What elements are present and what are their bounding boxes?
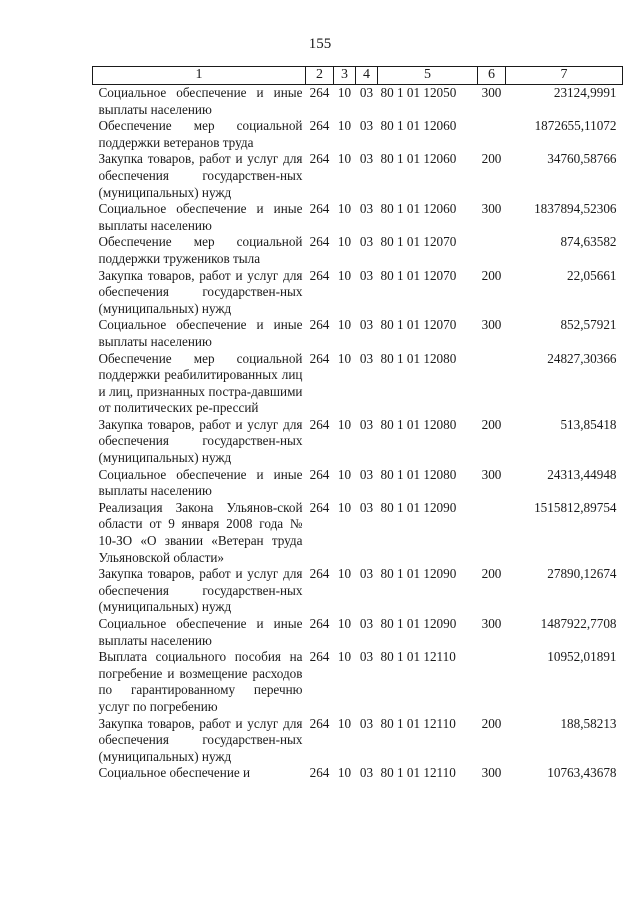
expense-type-cell: 300 [481,616,502,631]
row-name-cell: Реализация Закона Ульянов-ской области от 9 января 2008 года № 10-ЗО «О звании «Ветеран труда Ульяновской области» [98,499,303,565]
ministry-code-cell: 264 [309,566,330,582]
target-article-cell: 80 1 01 12110 [380,715,456,731]
row-name-cell: Закупка товаров, работ и услуг для обеспечения государствен-ных (муниципальных) нужд [98,151,303,200]
subsection-code-cell: 03 [359,267,374,283]
amount-cell: 10763,43678 [547,765,617,781]
target-article-cell: 80 1 01 12070 [380,267,457,283]
target-article-cell: 80 1 01 12060 [380,201,457,217]
row-name-cell: Закупка товаров, работ и услуг для обеспечения государствен-ных (муниципальных) нужд [98,267,303,316]
table-row [93,151,623,201]
row-name-cell: Обеспечение мер социальной поддержки ветеранов труда [98,118,303,150]
section-code-cell: 10 [337,350,352,366]
header-col-6: 6 [478,67,506,85]
expense-type-cell: 200 [481,151,502,167]
expense-type-cell [478,649,506,715]
section-code-cell: 10 [337,649,352,665]
expense-type-cell: 200 [481,715,502,731]
amount-cell: 1837894,52306 [534,201,617,217]
subsection-code-cell: 03 [359,649,374,665]
ministry-code-cell: 264 [309,234,330,250]
subsection-code-cell: 03 [359,499,374,515]
table-row [93,118,623,151]
section-code-cell: 10 [337,118,352,134]
section-code-cell: 10 [337,267,352,283]
target-article-cell: 80 1 01 12110 [380,765,456,781]
row-name-cell: Обеспечение мер социальной поддержки реабилитированных лиц и лиц, признанных постра-давшими от политических ре-прессий [98,350,303,416]
subsection-code-cell: 03 [359,151,374,167]
section-code-cell: 10 [337,466,352,482]
target-article-cell: 80 1 01 12080 [380,416,457,432]
target-article-cell: 80 1 01 12070 [380,317,457,333]
ministry-code-cell: 264 [309,499,330,515]
expense-type-cell: 300 [481,85,502,100]
table-row [93,467,623,500]
table-header-row [93,67,623,85]
expense-type-cell: 300 [481,317,502,333]
ministry-code-cell: 264 [309,317,330,333]
section-code-cell: 10 [337,317,352,333]
target-article-cell: 80 1 01 12090 [380,616,457,631]
subsection-code-cell: 03 [359,416,374,432]
table-row [93,616,623,649]
target-article-cell: 80 1 01 12080 [380,350,457,366]
ministry-code-cell: 264 [309,118,330,134]
subsection-code-cell: 03 [359,616,374,631]
table-row [93,765,623,782]
ministry-code-cell: 264 [309,765,330,781]
target-article-cell: 80 1 01 12090 [380,499,457,515]
section-code-cell: 10 [337,765,352,781]
subsection-code-cell: 03 [359,317,374,333]
row-name-cell: Социальное обеспечение и иные выплаты населению [98,201,303,233]
table-row [93,716,623,766]
target-article-cell: 80 1 01 12110 [380,649,456,665]
subsection-code-cell: 03 [359,765,374,781]
expense-type-cell: 200 [481,267,502,283]
table-row [93,85,623,119]
subsection-code-cell: 03 [359,85,374,100]
section-code-cell: 10 [337,566,352,582]
ministry-code-cell: 264 [309,267,330,283]
header-col-5: 5 [378,67,478,85]
section-code-cell: 10 [337,715,352,731]
header-col-2: 2 [306,67,334,85]
subsection-code-cell: 03 [359,715,374,731]
expense-type-cell: 300 [481,201,502,217]
table-row [93,234,623,267]
target-article-cell: 80 1 01 12070 [380,234,457,250]
table-row [93,500,623,566]
section-code-cell: 10 [337,416,352,432]
section-code-cell: 10 [337,234,352,250]
expense-type-cell: 300 [481,466,502,482]
page-number: 155 [308,36,332,52]
amount-cell: 27890,12674 [547,566,617,582]
section-code-cell: 10 [337,85,352,100]
table-row [93,268,623,318]
amount-cell: 1515812,89754 [534,499,617,515]
expense-type-cell: 200 [481,566,502,582]
table-row [93,201,623,234]
expense-type-cell [478,234,506,267]
expense-type-cell [478,500,506,566]
row-name-cell: Социальное обеспечение и иные выплаты населению [98,85,303,117]
subsection-code-cell: 03 [359,234,374,250]
table-row [93,317,623,350]
amount-cell: 24313,44948 [547,466,617,482]
amount-cell: 1487922,7708 [540,616,617,631]
amount-cell: 22,05661 [567,267,617,283]
expense-type-cell: 200 [481,416,502,432]
table-row [93,649,623,715]
target-article-cell: 80 1 01 12050 [380,85,457,100]
amount-cell: 1872655,11072 [534,118,617,134]
row-name-cell: Закупка товаров, работ и услуг для обеспечения государствен-ных (муниципальных) нужд [98,715,303,764]
expense-type-cell [478,118,506,151]
ministry-code-cell: 264 [309,466,330,482]
target-article-cell: 80 1 01 12060 [380,118,457,134]
row-name-cell: Закупка товаров, работ и услуг для обеспечения государствен-ных (муниципальных) нужд [98,566,303,615]
ministry-code-cell: 264 [309,350,330,366]
ministry-code-cell: 264 [309,416,330,432]
amount-cell: 874,63582 [560,234,617,250]
ministry-code-cell: 264 [309,649,330,665]
section-code-cell: 10 [337,616,352,631]
header-col-1: 1 [93,67,306,85]
expense-type-cell: 300 [481,765,502,781]
expense-type-cell [478,351,506,417]
row-name-cell: Социальное обеспечение и иные выплаты населению [98,317,303,349]
subsection-code-cell: 03 [359,118,374,134]
amount-cell: 34760,58766 [547,151,617,167]
subsection-code-cell: 03 [359,201,374,217]
budget-table [92,66,623,782]
ministry-code-cell: 264 [309,151,330,167]
header-col-3: 3 [334,67,356,85]
amount-cell: 513,85418 [560,416,617,432]
amount-cell: 852,57921 [560,317,617,333]
ministry-code-cell: 264 [309,715,330,731]
row-name-cell: Закупка товаров, работ и услуг для обеспечения государствен-ных (муниципальных) нужд [98,416,303,466]
row-name-cell: Социальное обеспечение и иные выплаты населению [98,466,303,499]
table-row [93,566,623,616]
header-col-4: 4 [356,67,378,85]
subsection-code-cell: 03 [359,350,374,366]
row-name-cell: Социальное обеспечение и иные выплаты населению [98,616,303,648]
subsection-code-cell: 03 [359,566,374,582]
target-article-cell: 80 1 01 12060 [380,151,457,167]
amount-cell: 23124,9991 [553,85,617,100]
amount-cell: 188,58213 [560,715,617,731]
row-name-cell: Выплата социального пособия на погребение и возмещение расходов по гарантированному перечню услуг по погребению [98,649,303,714]
target-article-cell: 80 1 01 12080 [380,466,457,482]
section-code-cell: 10 [337,201,352,217]
ministry-code-cell: 264 [309,201,330,217]
row-name-cell: Обеспечение мер социальной поддержки тружеников тыла [98,234,303,266]
section-code-cell: 10 [337,151,352,167]
header-col-7: 7 [506,67,623,85]
amount-cell: 24827,30366 [547,350,617,366]
ministry-code-cell: 264 [309,85,330,100]
table-row [93,351,623,417]
ministry-code-cell: 264 [309,616,330,631]
row-name-cell: Социальное обеспечение и [98,765,251,781]
target-article-cell: 80 1 01 12090 [380,566,457,582]
section-code-cell: 10 [337,499,352,515]
amount-cell: 10952,01891 [547,649,617,665]
table-row [93,417,623,467]
subsection-code-cell: 03 [359,466,374,482]
